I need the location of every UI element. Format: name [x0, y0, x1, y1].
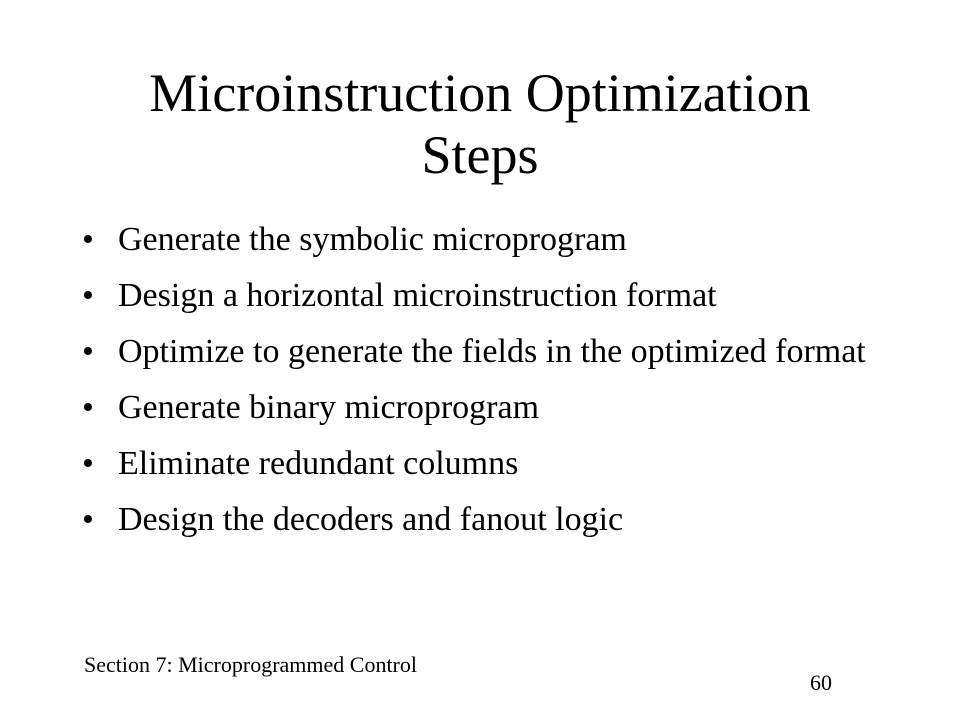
bullet-text: Optimize to generate the fields in the optimized format — [118, 333, 866, 370]
bullet-text: Eliminate redundant columns — [118, 445, 519, 482]
bullet-item — [82, 500, 942, 540]
bullet-marker: • — [82, 445, 94, 482]
bullet-item — [82, 220, 942, 260]
bullet-marker: • — [82, 333, 94, 370]
bullet-marker: • — [82, 389, 94, 426]
bullet-item — [82, 332, 942, 372]
slide-footer: Section 7: Microprogrammed Control — [84, 652, 417, 677]
bullet-text: Design a horizontal microinstruction format — [118, 277, 717, 314]
bullet-marker: • — [82, 501, 94, 538]
bullet-list — [82, 220, 942, 556]
bullet-marker: • — [82, 221, 94, 258]
bullet-item — [82, 276, 942, 316]
bullet-text: Design the decoders and fanout logic — [118, 501, 624, 538]
slide-title-line-2: Steps — [421, 125, 539, 185]
bullet-text: Generate binary microprogram — [118, 389, 540, 426]
slide-title — [0, 62, 960, 186]
bullet-item — [82, 444, 942, 484]
page-number: 60 — [810, 670, 832, 695]
bullet-item — [82, 388, 942, 428]
bullet-marker: • — [82, 277, 94, 314]
slide-title-line-1: Microinstruction Optimization — [149, 63, 811, 123]
bullet-text: Generate the symbolic microprogram — [118, 221, 627, 258]
